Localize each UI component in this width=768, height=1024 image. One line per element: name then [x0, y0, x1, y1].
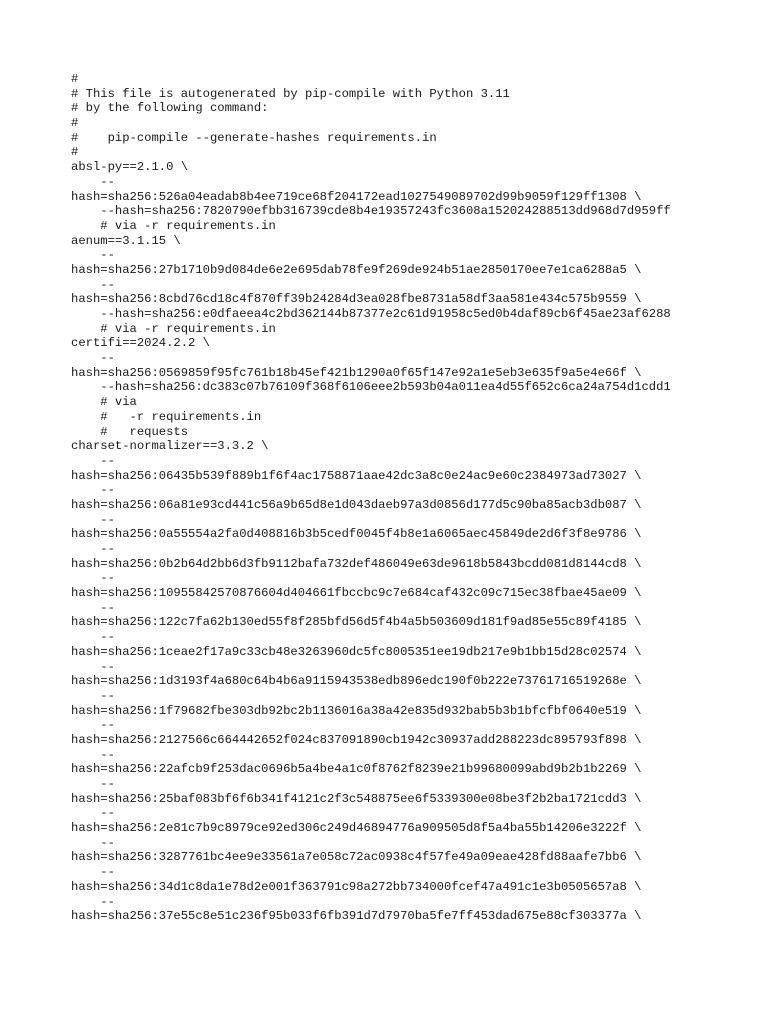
text-line: --hash=sha256:dc383c07b76109f368f6106eee2b593b04a011ea4d55f652c6ca24a754d1cdd1	[71, 380, 671, 395]
text-line: --	[71, 600, 115, 615]
text-line: --hash=sha256:e0dfaeea4c2bd362144b87377e2c61d91958c5ed0b4daf89cb6f45ae23af6288	[71, 307, 671, 321]
text-line: --	[71, 483, 115, 498]
text-line: certifi==2024.2.2 \	[71, 336, 210, 351]
text-line: --	[71, 542, 115, 556]
text-line: --	[71, 806, 115, 821]
text-line: hash=sha256:27b1710b9d084de6e2e695dab78fe9f269de924b51ae2850170ee7e1ca6288a5 \	[71, 262, 642, 277]
text-line: hash=sha256:06435b539f889b1f6f4ac1758871aae42dc3a8c0e24ac9e60c2384973ad73027 \	[71, 468, 642, 483]
text-line: --	[71, 453, 115, 468]
text-line: hash=sha256:25baf083bf6f6b341f4121c2f3c548875ee6f5339300e08be3f2b2ba1721cdd3 \	[71, 791, 642, 806]
text-line: --	[71, 777, 115, 791]
text-line: hash=sha256:2127566c664442652f024c837091890cb1942c30937add288223dc895793f898 \	[71, 732, 642, 747]
text-line: --	[71, 718, 115, 733]
text-line: # via -r requirements.in	[71, 321, 276, 336]
text-line: --	[71, 835, 115, 850]
text-line: --	[71, 248, 115, 263]
text-line: --	[71, 688, 115, 703]
text-line: --	[71, 865, 115, 880]
text-line	[71, 924, 761, 939]
text-line: hash=sha256:1f79682fbe303db92bc2b1136016a38a42e835d932bab5b3b1bfcfbf0640e519 \	[71, 703, 642, 718]
text-line: --	[71, 571, 115, 586]
text-line: hash=sha256:06a81e93cd441c56a9b65d8e1d043daeb97a3d0856d177d5c90ba85acb3db087 \	[71, 497, 642, 512]
text-line: --	[71, 659, 115, 674]
text-line: --	[71, 747, 115, 762]
text-line: hash=sha256:0a55554a2fa0d408816b3b5cedf0045f4b8e1a6065aec45849de2d6f3f8e9786 \	[71, 527, 642, 542]
text-line: #	[71, 72, 79, 86]
text-line: #	[71, 145, 79, 160]
text-line: --	[71, 174, 115, 189]
text-line: hash=sha256:1d3193f4a680c64b4b6a9115943538edb896edc190f0b222e73761716519268e \	[71, 674, 642, 689]
text-line: charset-normalizer==3.3.2 \	[71, 439, 269, 454]
text-line: # via	[71, 395, 137, 410]
text-line: # requests	[71, 424, 189, 439]
text-line: hash=sha256:526a04eadab8b4ee719ce68f204172ead1027549089702d99b9059f129ff1308 \	[71, 189, 642, 204]
text-line: hash=sha256:122c7fa62b130ed55f8f285bfd56d5f4b4a5b503609d181f9ad85e55c89f4185 \	[71, 615, 642, 630]
text-line: hash=sha256:0b2b64d2bb6d3fb9112bafa732def486049e63de9618b5843bcdd081d8144cd8 \	[71, 556, 642, 571]
text-line: hash=sha256:0569859f95fc761b18b45ef421b1290a0f65f147e92a1e5eb3e635f9a5e4e66f \	[71, 365, 642, 380]
text-line: #	[71, 116, 79, 131]
text-line: --	[71, 630, 115, 645]
text-line: # by the following command:	[71, 101, 269, 116]
text-line: hash=sha256:2e81c7b9c8979ce92ed306c249d46894776a909505d8f5a4ba55b14206e3222f \	[71, 821, 642, 836]
text-line: aenum==3.1.15 \	[71, 233, 181, 248]
text-line: hash=sha256:8cbd76cd18c4f870ff39b24284d3ea028fbe8731a58df3aa581e434c575b9559 \	[71, 292, 642, 307]
text-line: hash=sha256:1ceae2f17a9c33cb48e3263960dc5fc8005351ee19db217e9b1bb15d28c02574 \	[71, 644, 642, 659]
text-line: hash=sha256:37e55c8e51c236f95b033f6fb391d7d7970ba5fe7ff453dad675e88cf303377a \	[71, 909, 642, 924]
text-line: --	[71, 894, 115, 909]
text-line: hash=sha256:10955842570876604d404661fbccbc9c7e684caf432c09c715ec38fbae45ae09 \	[71, 586, 642, 601]
text-line: # via -r requirements.in	[71, 218, 276, 233]
text-line: # -r requirements.in	[71, 409, 262, 424]
text-line: --	[71, 512, 115, 527]
text-line: hash=sha256:3287761bc4ee9e33561a7e058c72ac0938c4f57fe49a09eae428fd88aafe7bb6 \	[71, 850, 642, 865]
text-line: --hash=sha256:7820790efbb316739cde8b4e19357243fc3608a152024288513dd968d7d959ff	[71, 204, 671, 219]
text-line: # This file is autogenerated by pip-compile with Python 3.11	[71, 86, 510, 101]
text-line: hash=sha256:22afcb9f253dac0696b5a4be4a1c0f8762f8239e21b99680099abd9b2b1b2269 \	[71, 762, 642, 777]
text-line: --	[71, 277, 115, 292]
requirements-text	[71, 72, 761, 939]
text-line: hash=sha256:34d1c8da1e78d2e001f363791c98a272bb734000fcef47a491c1e3b0505657a8 \	[71, 879, 642, 894]
requirements-document	[71, 72, 761, 939]
text-line: absl-py==2.1.0 \	[71, 160, 189, 175]
text-line: --	[71, 351, 115, 366]
text-line: # pip-compile --generate-hashes requirements.in	[71, 130, 437, 145]
